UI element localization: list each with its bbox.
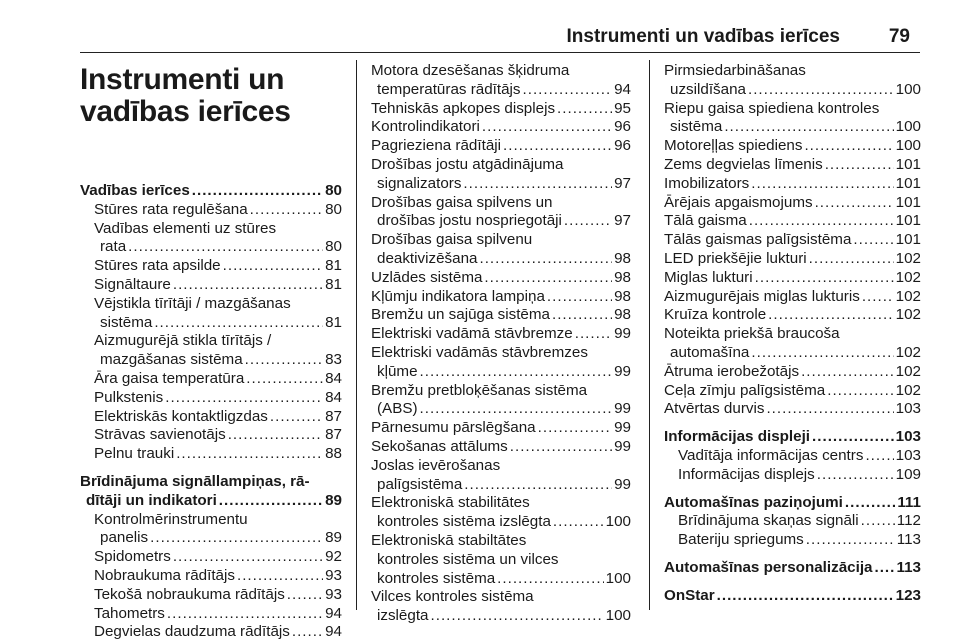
leader-dots <box>503 137 612 156</box>
toc-entry-label: OnStar <box>664 586 715 604</box>
leader-dots <box>167 605 323 624</box>
toc-entry[interactable] <box>664 156 921 175</box>
toc-page-number: 102 <box>895 306 921 324</box>
toc-entry[interactable] <box>371 532 631 588</box>
leader-dots <box>192 182 323 201</box>
toc-entry-label: Pulkstenis <box>94 388 164 406</box>
toc-page-number: 87 <box>325 407 342 425</box>
toc-page-number: 100 <box>605 513 631 531</box>
leader-dots <box>154 314 323 333</box>
toc-page-number: 123 <box>895 586 921 604</box>
leader-dots <box>809 250 894 269</box>
toc-page-number: 100 <box>605 569 631 587</box>
toc-page-number: 101 <box>895 231 921 249</box>
chapter-title <box>80 64 342 128</box>
toc-page-number: 81 <box>325 275 342 293</box>
toc-entry[interactable] <box>664 512 921 531</box>
leader-dots <box>173 276 323 295</box>
toc-entry[interactable] <box>664 428 921 447</box>
toc-entry-label: Motora dzesēšanas šķidruma <box>371 62 570 79</box>
toc-entry-label: Miglas lukturi <box>664 268 753 286</box>
toc-entry-label: Nobraukuma rādītājs <box>94 566 235 584</box>
toc-entry-label: Pagrieziena rādītāji <box>371 137 502 155</box>
toc-page-number: 109 <box>895 465 921 483</box>
leader-dots <box>751 344 893 363</box>
toc-entry-label: rata <box>100 238 127 256</box>
toc-page-number: 113 <box>896 531 921 549</box>
leader-dots <box>768 306 894 325</box>
toc-page-number: 113 <box>896 558 921 576</box>
toc-entry-label: Vadības ierīces <box>80 182 190 199</box>
toc-entry-label: Ātruma ierobežotājs <box>664 362 800 380</box>
toc-page-number: 101 <box>895 174 921 192</box>
leader-dots <box>245 351 323 370</box>
toc-column-3 <box>664 62 921 606</box>
toc-entry-label: Zems degvielas līmenis <box>664 155 823 173</box>
toc-page-number: 99 <box>614 419 631 437</box>
toc-entry[interactable] <box>664 306 921 325</box>
toc-entry-label: sistēma <box>100 313 153 331</box>
leader-dots <box>853 231 893 250</box>
toc-page-number: 99 <box>614 325 631 343</box>
header-title: Instrumenti un vadības ierīces <box>566 26 840 47</box>
toc-entry-label: Drošības gaisa spilvenu <box>371 231 533 249</box>
leader-dots <box>751 175 893 194</box>
leader-dots <box>538 419 612 438</box>
toc-entry-label: Automašīnas paziņojumi <box>664 493 843 511</box>
toc-page-number: 98 <box>614 306 631 324</box>
toc-page-number: 103 <box>895 400 921 418</box>
toc-entry-label: uzsildīšana <box>670 80 746 98</box>
toc-entry[interactable] <box>371 118 631 137</box>
toc-entry[interactable] <box>664 194 921 213</box>
toc-page-number: 93 <box>325 585 342 603</box>
leader-dots <box>862 288 894 307</box>
toc-entry[interactable] <box>371 288 631 307</box>
toc-page-number: 98 <box>614 249 631 267</box>
toc-page-number: 96 <box>614 137 631 155</box>
toc-entry[interactable] <box>80 548 342 567</box>
toc-entry[interactable] <box>371 438 631 457</box>
toc-page-number: 103 <box>895 428 921 446</box>
toc-page-number: 84 <box>325 388 342 406</box>
leader-dots <box>553 513 604 532</box>
chapter-title-line: vadības ierīces <box>80 95 291 128</box>
toc-entry[interactable] <box>664 447 921 466</box>
toc-page-number: 102 <box>895 343 921 361</box>
toc-entry-label: Ārējais apgaismojums <box>664 193 813 211</box>
leader-dots <box>724 118 893 137</box>
toc-entry[interactable] <box>371 419 631 438</box>
toc-page-number: 103 <box>895 446 921 464</box>
toc-entry-label: mazgāšanas sistēma <box>100 351 243 369</box>
toc-entry[interactable] <box>80 586 342 605</box>
toc-entry-label: Atvērtas durvis <box>664 400 765 418</box>
toc-entry[interactable] <box>664 400 921 419</box>
toc-entry[interactable] <box>664 494 921 513</box>
toc-entry-label: Elektroniskā stabiltātes <box>371 531 527 549</box>
toc-entry-label: Degvielas daudzuma rādītājs <box>94 623 290 641</box>
toc-entry[interactable] <box>371 457 631 495</box>
toc-entry[interactable] <box>80 605 342 624</box>
toc-entry-label: dītāji un indikatori <box>86 491 217 509</box>
toc-list <box>80 182 342 642</box>
toc-entry[interactable] <box>371 62 631 100</box>
leader-dots <box>228 426 323 445</box>
toc-page-number: 81 <box>325 313 342 331</box>
toc-entry-label: Stūres rata regulēšana <box>94 200 248 218</box>
toc-column-2 <box>371 62 631 626</box>
leader-dots <box>547 288 612 307</box>
toc-entry-label: Aizmugurējais miglas lukturis <box>664 287 860 305</box>
toc-page-number: 89 <box>325 491 342 509</box>
toc-page-number: 92 <box>325 548 342 566</box>
toc-entry-label: Sekošanas attālums <box>371 437 508 455</box>
toc-entry[interactable] <box>80 332 342 370</box>
toc-entry-label: kļūme <box>377 362 418 380</box>
toc-entry-label: Kruīza kontrole <box>664 306 767 324</box>
toc-entry-label: Kontrolmērinstrumentu <box>94 510 248 528</box>
toc-entry[interactable] <box>664 62 921 100</box>
toc-entry[interactable] <box>371 156 631 194</box>
toc-page-number: 94 <box>614 80 631 98</box>
column-divider <box>649 60 650 610</box>
toc-page-number: 99 <box>614 400 631 418</box>
toc-page-number: 102 <box>895 287 921 305</box>
leader-dots <box>575 325 612 344</box>
toc-entry-label: Vadītāja informācijas centrs <box>678 446 864 464</box>
toc-entry-label: automašīna <box>670 343 750 361</box>
leader-dots <box>874 559 894 578</box>
leader-dots <box>292 623 323 642</box>
toc-entry-label: Elektriski vadāmās stāvbremzes <box>371 343 588 361</box>
toc-page-number: 99 <box>614 475 631 493</box>
toc-page-number: 96 <box>614 118 631 136</box>
toc-entry-label: Joslas ievērošanas <box>371 456 501 474</box>
leader-dots <box>497 570 603 589</box>
toc-entry[interactable] <box>371 231 631 269</box>
toc-page-number: 102 <box>895 249 921 267</box>
toc-entry[interactable] <box>664 587 921 606</box>
toc-entry-label: Brīdinājuma signāllampiņas, rā- <box>80 472 310 490</box>
toc-entry-label: Uzlādes sistēma <box>371 268 483 286</box>
toc-page-number: 93 <box>325 566 342 584</box>
toc-page-number: 101 <box>895 212 921 230</box>
toc-entry-label: Vējstikla tīrītāji / mazgāšanas <box>94 294 291 312</box>
toc-page-number: 98 <box>614 287 631 305</box>
toc-entry[interactable] <box>664 137 921 156</box>
leader-dots <box>564 212 612 231</box>
toc-entry-label: LED priekšējie lukturi <box>664 249 807 267</box>
toc-entry-label: izslēgta <box>377 607 429 625</box>
toc-page-number: 83 <box>325 351 342 369</box>
toc-entry-label: Bremžu un sajūga sistēma <box>371 306 550 324</box>
page-number: 79 <box>888 26 910 47</box>
toc-entry[interactable] <box>664 100 921 138</box>
toc-entry-label: Riepu gaisa spiediena kontroles <box>664 99 880 117</box>
toc-entry[interactable] <box>371 137 631 156</box>
toc-page-number: 102 <box>895 362 921 380</box>
toc-entry-label: Vilces kontroles sistēma <box>371 588 534 606</box>
toc-entry-label: kontroles sistēma un vilces <box>377 550 559 568</box>
leader-dots <box>557 100 612 119</box>
leader-dots <box>806 531 895 550</box>
leader-dots <box>484 269 612 288</box>
toc-entry-label: Informācijas displeji <box>664 428 811 446</box>
toc-page-number: 89 <box>325 529 342 547</box>
toc-entry-label: Noteikta priekšā braucoša <box>664 325 840 343</box>
toc-page-number: 100 <box>895 118 921 136</box>
toc-entry-label: Kļūmju indikatora lampiņa <box>371 287 545 305</box>
toc-page-number: 97 <box>614 174 631 192</box>
toc-entry-label: Bremžu pretbloķēšanas sistēma <box>371 381 588 399</box>
toc-entry-label: Spidometrs <box>94 548 171 566</box>
toc-page-number: 88 <box>325 445 342 463</box>
leader-dots <box>420 363 613 382</box>
toc-entry[interactable] <box>664 559 921 578</box>
leader-dots <box>865 447 893 466</box>
leader-dots <box>845 494 895 513</box>
leader-dots <box>748 81 894 100</box>
toc-page-number: 100 <box>895 80 921 98</box>
toc-entry[interactable] <box>371 325 631 344</box>
leader-dots <box>463 175 612 194</box>
leader-dots <box>431 607 604 626</box>
toc-entry[interactable] <box>664 382 921 401</box>
leader-dots <box>246 370 323 389</box>
toc-entry-label: Elektroniskā stabilitātes <box>371 494 530 512</box>
toc-entry-label: Pelnu trauki <box>94 445 175 463</box>
leader-dots <box>825 156 894 175</box>
toc-page-number: 98 <box>614 268 631 286</box>
toc-page-number: 87 <box>325 426 342 444</box>
leader-dots <box>128 238 323 257</box>
toc-entry-label: Āra gaisa temperatūra <box>94 369 245 387</box>
toc-list <box>371 62 631 626</box>
toc-page-number: 112 <box>896 512 921 530</box>
leader-dots <box>219 492 323 511</box>
leader-dots <box>523 81 613 100</box>
toc-entry[interactable] <box>664 231 921 250</box>
toc-entry[interactable] <box>80 370 342 389</box>
toc-page-number: 80 <box>325 238 342 256</box>
toc-entry-label: Motoreļļas spiediens <box>664 137 803 155</box>
leader-dots <box>717 587 894 606</box>
leader-dots <box>223 257 323 276</box>
toc-entry-label: Kontrolindikatori <box>371 118 480 136</box>
leader-dots <box>165 389 323 408</box>
toc-entry[interactable] <box>371 194 631 232</box>
toc-page-number: 84 <box>325 369 342 387</box>
toc-page-number: 80 <box>325 182 342 199</box>
toc-entry-label: Elektriski vadāmā stāvbremze <box>371 325 573 343</box>
leader-dots <box>479 250 612 269</box>
leader-dots <box>482 118 612 137</box>
leader-dots <box>812 428 894 447</box>
toc-page-number: 99 <box>614 437 631 455</box>
toc-entry-label: Stūres rata apsilde <box>94 257 221 275</box>
toc-page-number: 81 <box>325 257 342 275</box>
leader-dots <box>861 512 895 531</box>
leader-dots <box>801 363 894 382</box>
toc-entry-label: Drošības gaisa spilvens un <box>371 193 553 211</box>
toc-page-number: 100 <box>605 607 631 625</box>
toc-entry-label: Elektriskās kontaktligzdas <box>94 407 268 425</box>
leader-dots <box>150 529 323 548</box>
leader-dots <box>804 137 893 156</box>
toc-entry[interactable] <box>80 295 342 333</box>
toc-entry[interactable] <box>664 363 921 382</box>
toc-entry[interactable] <box>80 408 342 427</box>
leader-dots <box>287 586 323 605</box>
toc-entry[interactable] <box>80 623 342 642</box>
leader-dots <box>766 400 893 419</box>
toc-entry-label: drošības jostu nospriegotāji <box>377 212 562 230</box>
toc-entry[interactable] <box>80 473 342 511</box>
leader-dots <box>827 382 893 401</box>
leader-dots <box>420 400 613 419</box>
toc-entry-label: palīgsistēma <box>377 475 463 493</box>
toc-page-number: 101 <box>895 193 921 211</box>
leader-dots <box>464 476 612 495</box>
toc-entry-label: signalizators <box>377 174 462 192</box>
toc-entry-label: Tehniskās apkopes displejs <box>371 99 556 117</box>
toc-entry-label: Imobilizators <box>664 174 750 192</box>
toc-entry-label: Brīdinājuma skaņas signāli <box>678 512 859 530</box>
toc-entry-label: deaktivizēšana <box>377 249 478 267</box>
toc-entry-label: Aizmugurējā stikla tīrītājs / <box>94 332 272 350</box>
leader-dots <box>176 445 323 464</box>
leader-dots <box>815 194 894 213</box>
toc-entry[interactable] <box>80 567 342 586</box>
toc-entry[interactable] <box>664 175 921 194</box>
toc-entry[interactable] <box>80 182 342 201</box>
toc-entry-label: Informācijas displejs <box>678 465 815 483</box>
toc-entry-label: Pirmsiedarbināšanas <box>664 62 806 79</box>
leader-dots <box>755 269 894 288</box>
toc-entry-label: Strāvas savienotājs <box>94 426 226 444</box>
toc-entry[interactable] <box>80 220 342 258</box>
toc-entry[interactable] <box>664 250 921 269</box>
toc-entry-label: temperatūras rādītājs <box>377 80 521 98</box>
leader-dots <box>749 212 894 231</box>
toc-entry[interactable] <box>371 269 631 288</box>
toc-entry-label: Tekošā nobraukuma rādītājs <box>94 585 285 603</box>
toc-entry[interactable] <box>80 276 342 295</box>
toc-page-number: 99 <box>614 362 631 380</box>
toc-entry[interactable] <box>80 445 342 464</box>
toc-entry[interactable] <box>371 382 631 420</box>
toc-column-1 <box>80 62 342 642</box>
toc-entry-label: sistēma <box>670 118 723 136</box>
toc-entry[interactable] <box>80 389 342 408</box>
page-header <box>80 0 920 53</box>
toc-page-number: 111 <box>897 493 921 511</box>
leader-dots <box>237 567 323 586</box>
toc-page-number: 101 <box>895 155 921 173</box>
toc-entry-label: Pārnesumu pārslēgšana <box>371 419 536 437</box>
toc-entry[interactable] <box>80 511 342 549</box>
toc-page-number: 94 <box>325 623 342 641</box>
toc-entry-label: Drošības jostu atgādinājuma <box>371 155 564 173</box>
toc-entry-label: (ABS) <box>377 400 418 418</box>
toc-entry-label: kontroles sistēma izslēgta <box>377 513 551 531</box>
toc-entry-label: Bateriju spriegums <box>678 531 804 549</box>
leader-dots <box>510 438 612 457</box>
toc-page-number: 100 <box>895 137 921 155</box>
toc-page-number: 97 <box>614 212 631 230</box>
toc-entry-label: Tālās gaismas palīgsistēma <box>664 231 852 249</box>
toc-entry-label: Tahometrs <box>94 604 165 622</box>
toc-entry[interactable] <box>664 269 921 288</box>
leader-dots <box>552 306 612 325</box>
leader-dots <box>173 548 323 567</box>
toc-entry[interactable] <box>80 201 342 220</box>
chapter-title-line: Instrumenti un <box>80 63 285 96</box>
toc-entry-label: Ceļa zīmju palīgsistēma <box>664 381 826 399</box>
toc-entry-label: Vadības elementi uz stūres <box>94 219 277 237</box>
toc-entry[interactable] <box>371 494 631 532</box>
toc-entry[interactable] <box>80 426 342 445</box>
toc-entry[interactable] <box>664 466 921 485</box>
toc-page-number: 80 <box>325 200 342 218</box>
leader-dots <box>250 201 323 220</box>
toc-page-number: 102 <box>895 268 921 286</box>
column-divider <box>356 60 357 610</box>
toc-entry-label: Automašīnas personalizācija <box>664 558 873 576</box>
toc-entry[interactable] <box>664 288 921 307</box>
toc-entry[interactable] <box>664 212 921 231</box>
toc-page-number: 94 <box>325 604 342 622</box>
toc-page-number: 95 <box>614 99 631 117</box>
toc-entry[interactable] <box>80 257 342 276</box>
toc-entry[interactable] <box>664 531 921 550</box>
toc-entry-label: Signāltaure <box>94 275 171 293</box>
toc-entry[interactable] <box>371 588 631 626</box>
leader-dots <box>270 408 323 427</box>
toc-entry[interactable] <box>371 306 631 325</box>
toc-entry[interactable] <box>371 344 631 382</box>
toc-list <box>664 62 921 606</box>
leader-dots <box>817 466 894 485</box>
toc-entry[interactable] <box>371 100 631 119</box>
toc-page-number: 102 <box>895 381 921 399</box>
toc-entry-label: panelis <box>100 529 149 547</box>
toc-entry[interactable] <box>664 325 921 363</box>
toc-entry-label: kontroles sistēma <box>377 569 496 587</box>
toc-entry-label: Tālā gaisma <box>664 212 747 230</box>
